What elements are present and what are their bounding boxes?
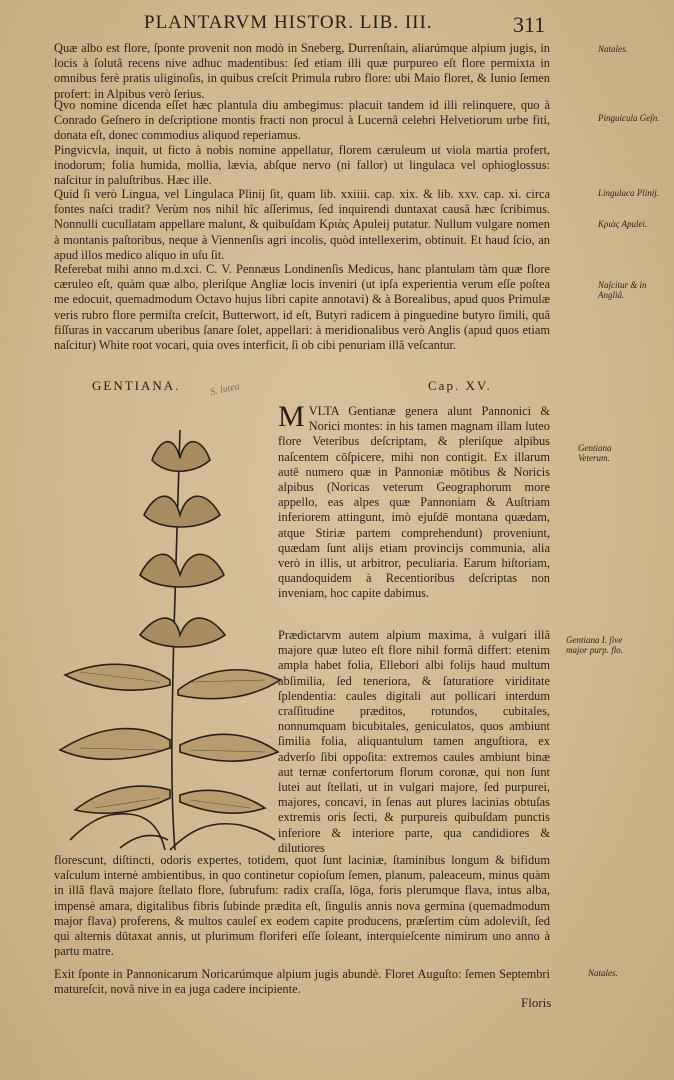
margin-note: Gentiana Veterum. [578, 443, 612, 463]
paragraph-pinguicula: Pingvicvla, inquit, ut ficto à nobis nomine appellatur, florem cæruleum ut viola martia profert, inodorum; folia humida, mollia, lævia, abſque nervo (ni fallor) ut lingulaca vel ophioglossus: naſcitur in paluſtribus. Hæc ille. [54, 143, 550, 188]
margin-note: Gentiana I. ſive major purp. flo. [566, 635, 624, 655]
paragraph-root-description: florescunt, diſtincti, odoris expertes, totidem, quot ſunt laciniæ, ſtaminibus longum & bifidum vaſculum internè ambientibus, in quo continetur copioſum ſemen, planum, paleaceum, minus quàm in illâ flavâ majore ſtellato flore, ſubrufum: radix craſſa, lōga, foris plerumque flava, intus alba, impensè amara, digitalibus fibris ſubinde prædita eſt, ſingulis annis nova germina (quemadmodum major flava) proferens, & multos cauleſ ex eodem capite producens, præſertim cùm adoleviſt, ſed qui alternis dūtaxat annis, ut plurimum floriferi eſſe ſoleant, interquieſcente nimirum uno anno à partu matre. [54, 853, 550, 959]
paragraph-lingulaca: Quid ſi verò Lingua, vel Lingulaca Plinij ſit, quam lib. xxiiii. cap. xix. & lib. xxv. cap. xi. circa fontes naſci tradit? Verùm nos nihil hîc aſſerimus, ſed inquirendi duntaxat causâ hæc ſcribimus. Nonnulli cucullatam appellare malunt, & quibuſdam Κριὰς Apuleij putatur. Nullum vulgare nomen à montanis paſtoribus, neque à Viennenſis agri incolis, quòd intellexerim, obtinuit. Et haud ſcio, an apud illos medico aliquo in uſu ſit. [54, 187, 550, 262]
paragraph-naming: Qvo nomine dicenda eſſet hæc plantula diu ambegimus: placuit tandem id illi relinquere, quo à Conrado Geſnero in deſcriptione montis fracti non procul à Lucernâ celebri Helvetiorum urbe fiti, donata eſt, donec commodius aliquod reperiamus. [54, 98, 550, 143]
margin-note: Lingulaca Plinij. [598, 188, 660, 198]
gentian-plant-woodcut-icon [40, 410, 290, 860]
margin-note: Pinguicula Geſn. [598, 113, 660, 123]
running-header: PLANTARVM HISTOR. LIB. III. [144, 12, 433, 33]
column-paragraph-description: Prædictarvm autem alpium maxima, à vulgari illâ majore quæ luteo eſt flore nihil formâ differt: etenim ampla habet folia, Ellebori albi folijs haud multum abſimilia, ſed teneriora, & ſaturatiore viriditate ſplendentia: caules digitali aut pollicari interdum craſſitudine præditos, rotundos, cubitales, nonnumquam bicubitales, geniculatos, quos ambiunt ſimilia folia, aliquantulum tamen anguſtiora, ex adverſo ſibi oppoſita: extremos caules ambiunt binæ aut ternæ confertorum florum coronæ, qui non ſunt lutei aut ſtellati, ut in vulgari majore, ſed purpurei, majores, concavi, in ſenas aut plures lacinias obtuſas extremis oris ſecti, & purpureis quibuſdam punctis inferiore & interiore parte, qua candidiores & dilutiores [278, 628, 550, 855]
column-paragraph-intro [278, 400, 550, 602]
section-heading: GENTIANA. [92, 378, 181, 393]
page-number: 311 [513, 12, 546, 37]
catchword: Floris [521, 995, 552, 1010]
paragraph-exit: Exit ſponte in Pannonicarum Noricarúmque alpium jugis abundè. Floret Auguſto: ſemen Septembri matureſcit, novâ nive in ea juga cadere incipiente. [54, 967, 550, 997]
drop-cap: M [278, 400, 305, 433]
paragraph-natales: Quæ albo est flore, ſponte provenit non modò in Sneberg, Durrenſtain, aliarúmque alpium jugis, in locis à ſolutâ recens nive adhuc madentibus: ſed etiam illi quæ purpureo eſt flore permixta in omnibus ferè pratis uliginoſis, in quibus creſcit Primula rubro flore: ubi Maio floret, & Iunio ſemen profert: in Alpibus verò ſerius. [54, 41, 550, 101]
margin-note: Κριὰς Apulei. [598, 219, 648, 229]
margin-note: Natales. [598, 44, 628, 54]
column-text: VLTA Gentianæ genera alunt Pannonici & Norici montes: in his tamen magnam illam luteo flore Veteribus deſcriptam, & pleriſque alpibus naſcentem cōſpicere, mihi non contigit. Ex illarum autē numero quæ in Pannoniæ mōtibus & Noricis alpibus (Noricas veterum Geographorum more appello, eas alpes quæ Pannoniam & Auſtriam inferiorem attingunt, imò ejuſdē montana quædam, atque Stiriæ partem comprehendunt) proveniunt, quædam ſunt alijs etiam provincijs communia, alia verò in illis, ut arbitror, peculiaria. Earum hiſtoriam, quandoquidem à Recentioribus deſcriptas non inveniam, hoc capite dabimus. [278, 404, 550, 601]
margin-note: Natales. [588, 968, 618, 978]
chapter-heading: Cap. XV. [428, 378, 492, 393]
margin-note: Naſcitur & in Angliâ. [598, 280, 647, 300]
handwritten-annotation: S. lutea [209, 381, 241, 398]
paragraph-anglia: Referebat mihi anno m.d.xci. C. V. Pennæus Londinenſis Medicus, hanc plantulam tàm quæ flore cæruleo eſt, quàm quæ albo, pleriſque Angliæ locis inveniri (ut ipſa experientia verum eſſe poſtea me edocuit, quemadmodum Octavo hujus libri capite annotavi) & à Borealibus, apud quos Primulæ veris rubro flore permiſta creſcit, Butterwort, id eſt, Butyri radicem à pinguedine butyro ſimili, quâ fiſſuras in vaccarum uberibus ſanare ſolet, appellari: à meridionalibus verò Anglis (apud quos etiam naſcitur) White root vocari, quia oves interficit, ſi ob cibi penuriam illâ veſcantur. [54, 262, 550, 353]
